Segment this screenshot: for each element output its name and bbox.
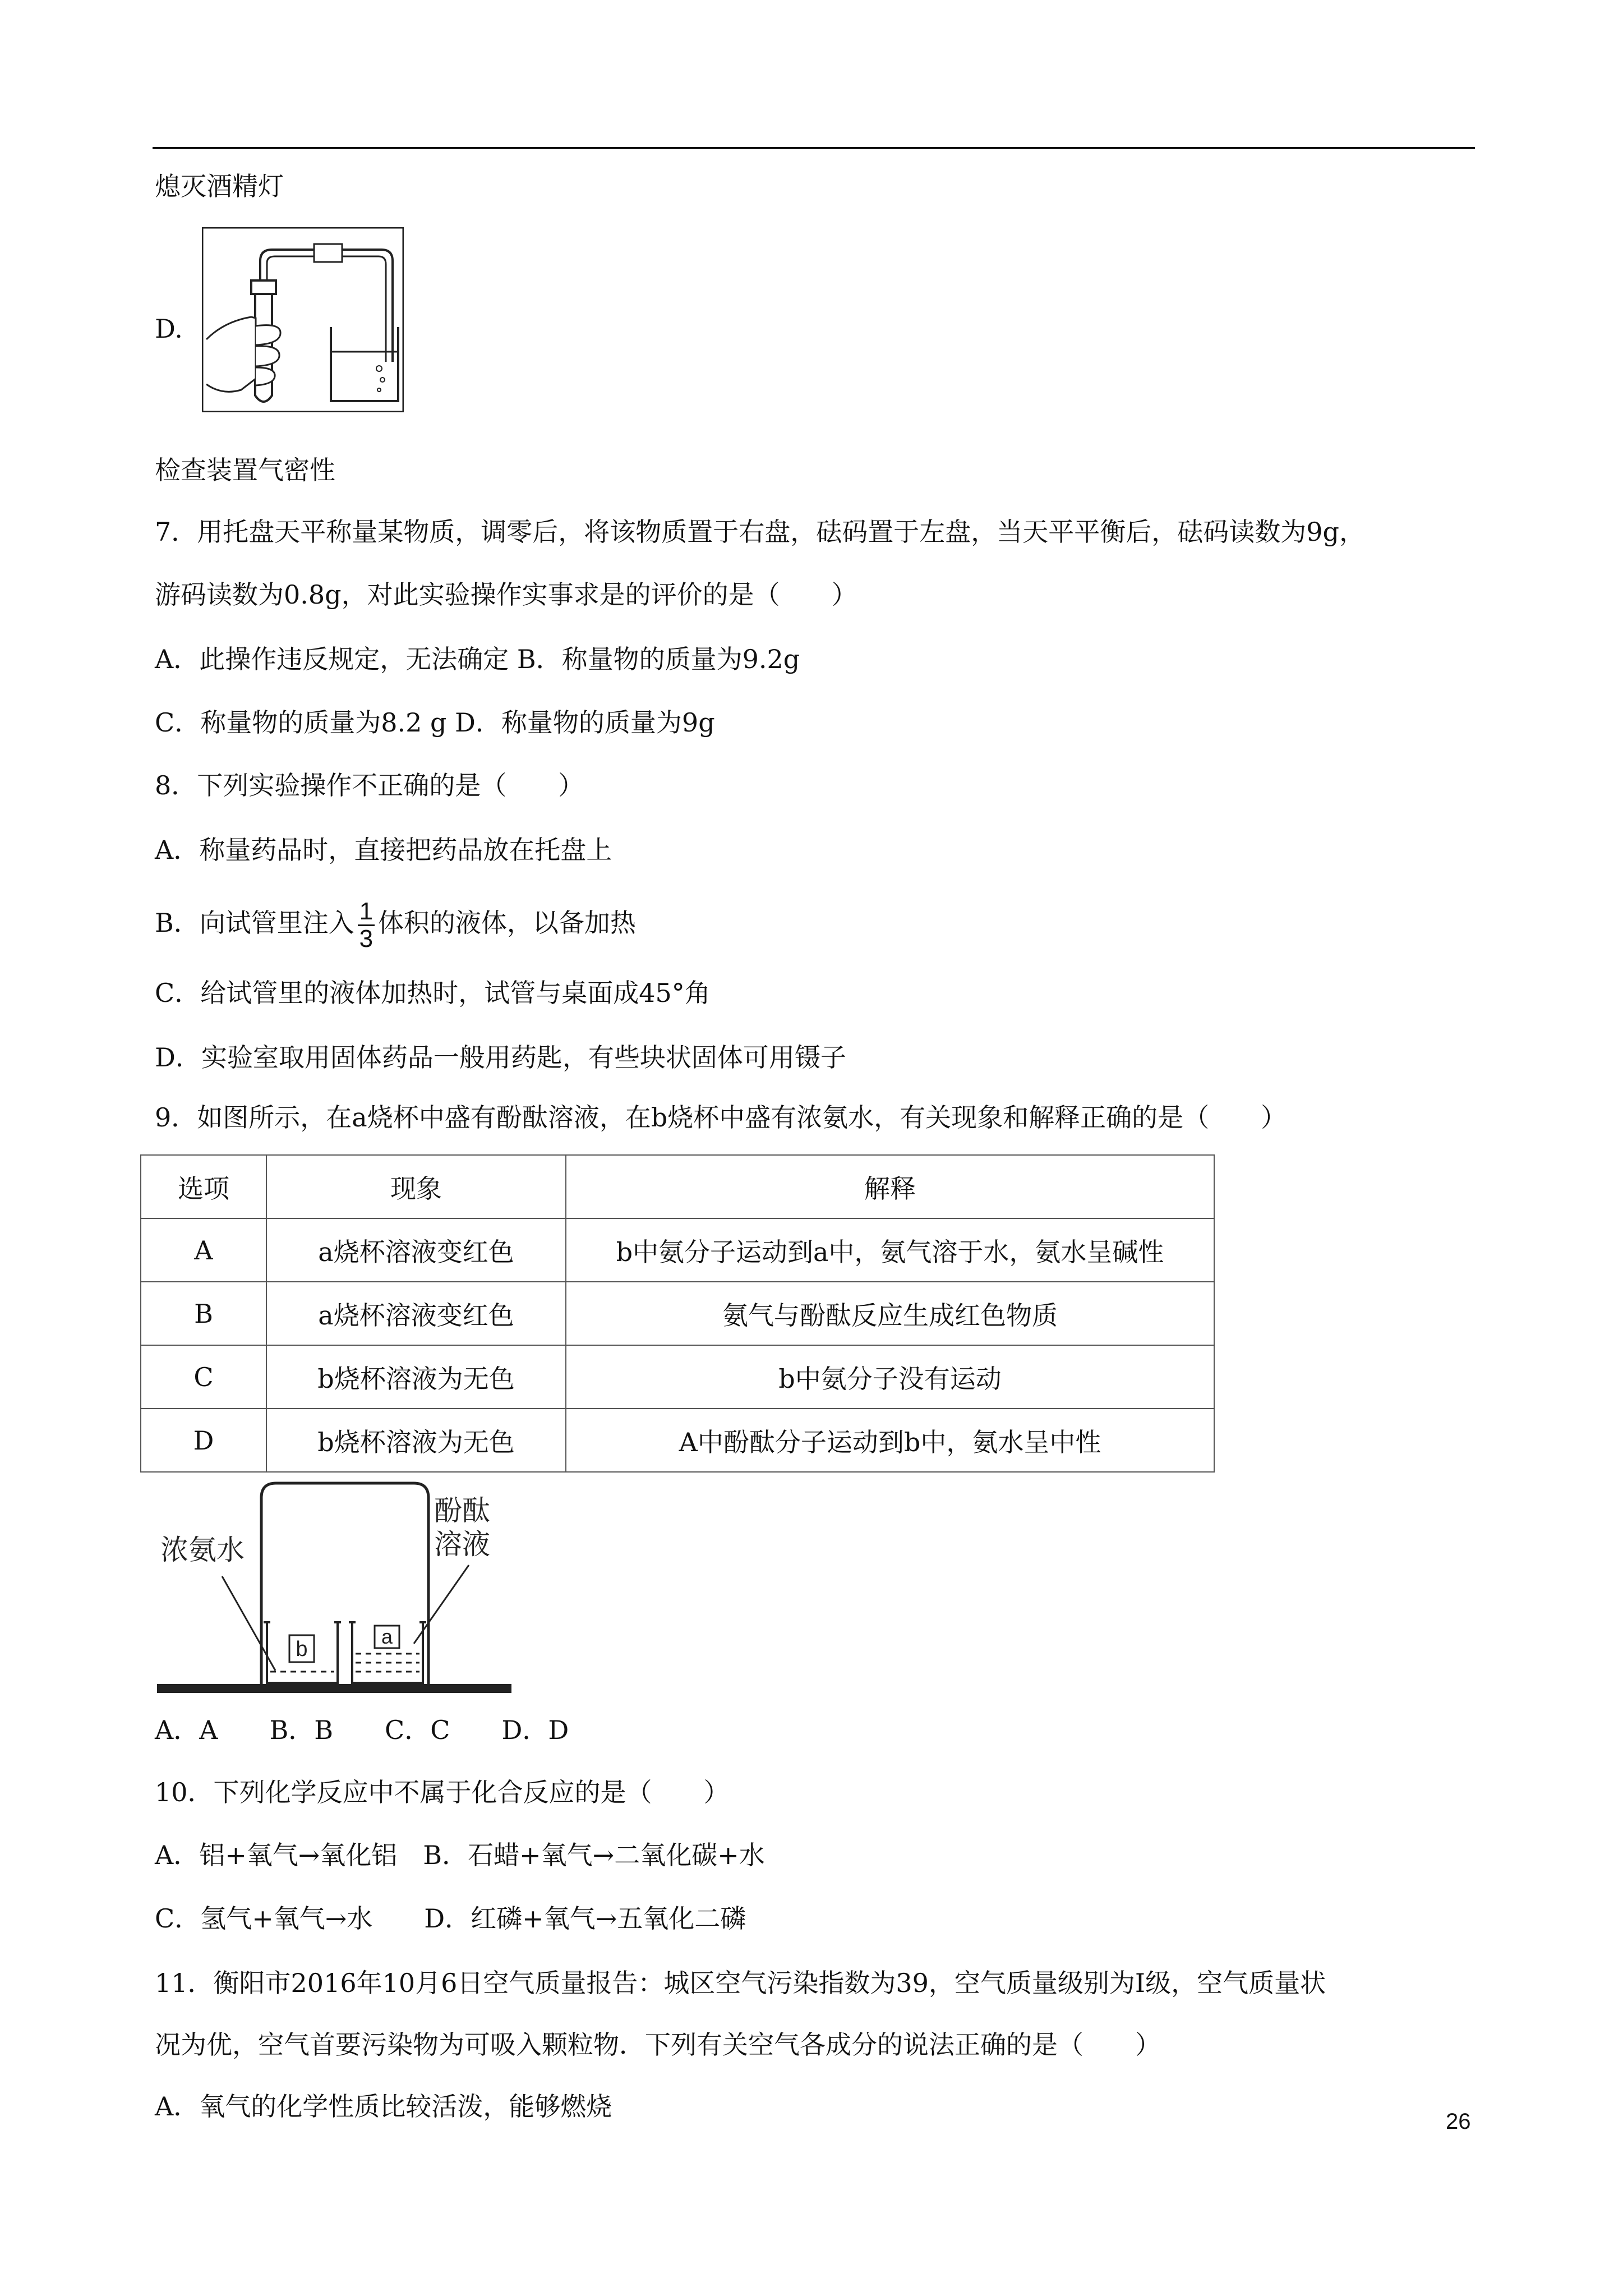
q7-options-ab: A．此操作违反规定，无法确定 B．称量物的质量为9.2g [155,644,800,674]
option-d-caption: 检查装置气密性 [155,455,335,485]
table-header-row [141,1155,1214,1218]
q8-option-b-prefix: B．向试管里注入 [155,908,354,938]
q7-line-1: 7．用托盘天平称量某物质，调零后，将该物质置于右盘，砝码置于左盘，当天平平衡后，砝码读数为9g， [155,517,1365,547]
table-cell: A中酚酞分子运动到b中，氨水呈中性 [566,1409,1214,1472]
table-cell: D [141,1409,266,1472]
prev-option-caption: 熄灭酒精灯 [155,171,284,201]
table-cell: b中氨分子没有运动 [566,1345,1214,1409]
table-cell: a烧杯溶液变红色 [266,1218,566,1282]
q9-options: A．A B．B C．C D．D [155,1715,569,1745]
table-cell: C [141,1345,266,1409]
q10-question: 10．下列化学反应中不属于化合反应的是（ ） [155,1777,730,1807]
table-cell: A [141,1218,266,1282]
fraction-denominator: 3 [359,924,374,953]
q9-question: 9．如图所示，在a烧杯中盛有酚酞溶液，在b烧杯中盛有浓氨水，有关现象和解释正确的是（ ） [155,1102,1287,1133]
beaker-diffusion-figure [155,1475,514,1705]
airtightness-apparatus-figure [202,227,404,412]
table-cell: b烧杯溶液为无色 [266,1409,566,1472]
beaker-a-label: a [381,1625,393,1648]
phenolphthalein-label-1: 酚酞 [434,1494,490,1527]
table-cell: b中氨分子运动到a中，氨气溶于水，氨水呈碱性 [566,1218,1214,1282]
table-header-cell: 解释 [566,1155,1214,1218]
q11-line-2: 况为优，空气首要污染物为可吸入颗粒物．下列有关空气各成分的说法正确的是（ ） [155,2030,1161,2060]
table-header-cell: 选项 [141,1155,266,1218]
page-number: 26 [1446,2109,1471,2134]
table-row [141,1218,1214,1282]
q10-options-ab: A．铝+氧气→氧化铝 B．石蜡+氧气→二氧化碳+水 [155,1840,765,1870]
q7-options-cd: C．称量物的质量为8.2 g D．称量物的质量为9g [155,707,715,738]
phenolphthalein-label-2: 溶液 [434,1528,490,1561]
q8-option-b-suffix: 体积的液体，以备加热 [377,908,636,938]
q10-options-cd: C．氢气+氧气→水 D．红磷+氧气→五氧化二磷 [155,1903,746,1934]
q8-option-a: A．称量药品时，直接把药品放在托盘上 [155,835,612,865]
q8-option-b [155,892,636,954]
table-cell: B [141,1282,266,1345]
table-header-cell: 现象 [266,1155,566,1218]
q8-question: 8．下列实验操作不正确的是（ ） [155,770,584,800]
table-cell: a烧杯溶液变红色 [266,1282,566,1345]
table-cell: b烧杯溶液为无色 [266,1345,566,1409]
q8-option-c: C．给试管里的液体加热时，试管与桌面成45°角 [155,978,711,1008]
q8-option-d: D．实验室取用固体药品一般用药匙，有些块状固体可用镊子 [155,1042,846,1073]
header-rule [153,147,1475,149]
beaker-b-label: b [296,1637,308,1661]
ammonia-label: 浓氨水 [160,1534,245,1566]
table-row [141,1282,1214,1345]
q11-line-1: 11．衡阳市2016年10月6日空气质量报告：城区空气污染指数为39，空气质量级别为Ⅰ级，空气质量状 [155,1968,1326,1998]
option-d-label: D. [155,314,183,344]
table-row [141,1409,1214,1472]
one-third-fraction [358,899,375,952]
q7-line-2: 游码读数为0.8g，对此实验操作实事求是的评价的是（ ） [155,579,857,610]
fraction-numerator: 1 [359,897,374,925]
q9-table [140,1154,1215,1473]
q11-option-a: A．氧气的化学性质比较活泼，能够燃烧 [155,2091,612,2122]
table-row [141,1345,1214,1409]
table-cell: 氨气与酚酞反应生成红色物质 [566,1282,1214,1345]
